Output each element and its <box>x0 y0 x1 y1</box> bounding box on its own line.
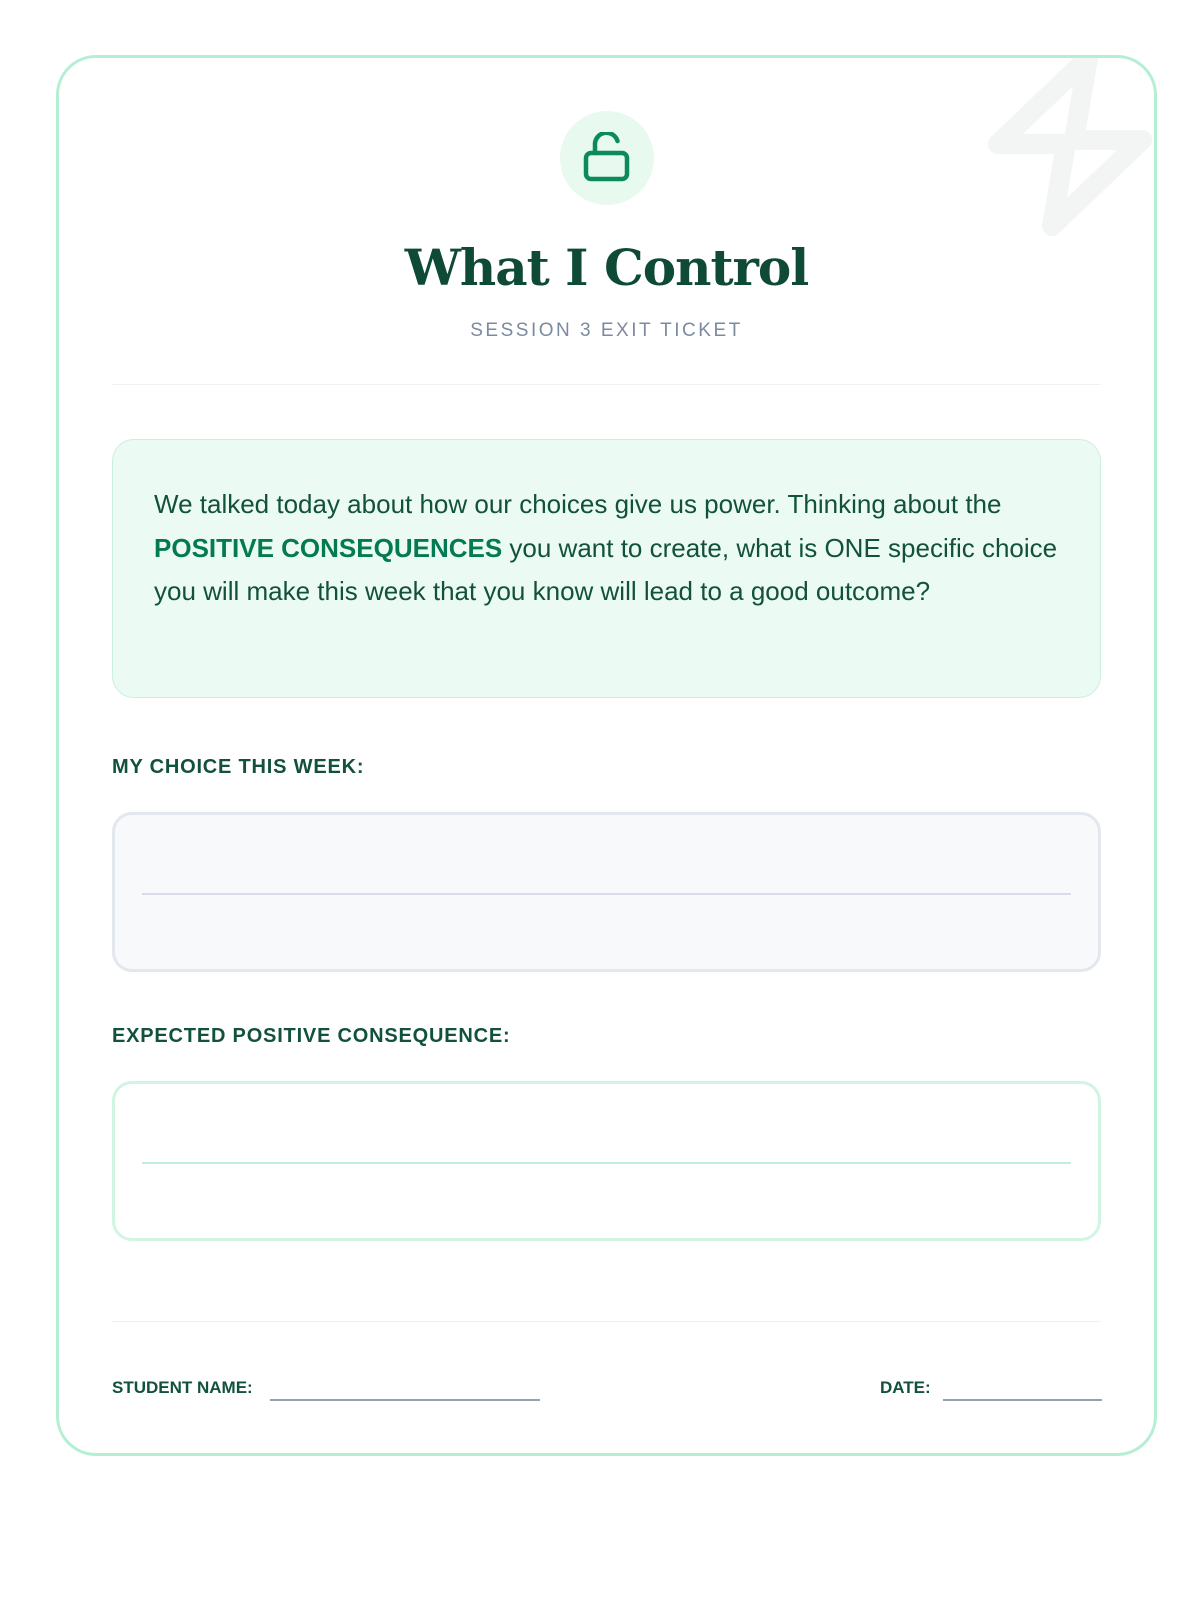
student-name-line[interactable] <box>270 1399 540 1401</box>
date-line[interactable] <box>943 1399 1102 1401</box>
unlock-icon <box>583 132 631 182</box>
exit-ticket-card <box>56 55 1157 1456</box>
prompt-text-question: you want to create, what is ONE specific choice you will make this week that you know will lead to a good outcome? <box>154 532 1058 606</box>
page-title: What I Control <box>404 238 809 297</box>
page-subtitle: SESSION 3 EXIT TICKET <box>470 320 743 341</box>
unlock-icon-badge <box>560 111 654 205</box>
header-divider <box>112 384 1101 385</box>
choice-field-label: MY CHOICE THIS WEEK: <box>112 756 365 778</box>
choice-writing-line <box>142 893 1071 895</box>
prompt-highlight: POSITIVE CONSEQUENCES <box>154 532 503 563</box>
choice-answer-box[interactable] <box>112 812 1101 972</box>
prompt-text-intro: We talked today about how our choices give us power. Thinking about the <box>154 489 1002 519</box>
consequence-answer-box[interactable] <box>112 1081 1101 1241</box>
prompt-box <box>112 439 1101 698</box>
consequence-writing-line <box>142 1162 1071 1164</box>
date-label: DATE: <box>880 1378 931 1397</box>
consequence-field-label: EXPECTED POSITIVE CONSEQUENCE: <box>112 1025 511 1047</box>
footer-divider <box>112 1321 1101 1322</box>
student-name-label: STUDENT NAME: <box>112 1378 253 1397</box>
lightning-bolt-icon <box>970 55 1157 242</box>
